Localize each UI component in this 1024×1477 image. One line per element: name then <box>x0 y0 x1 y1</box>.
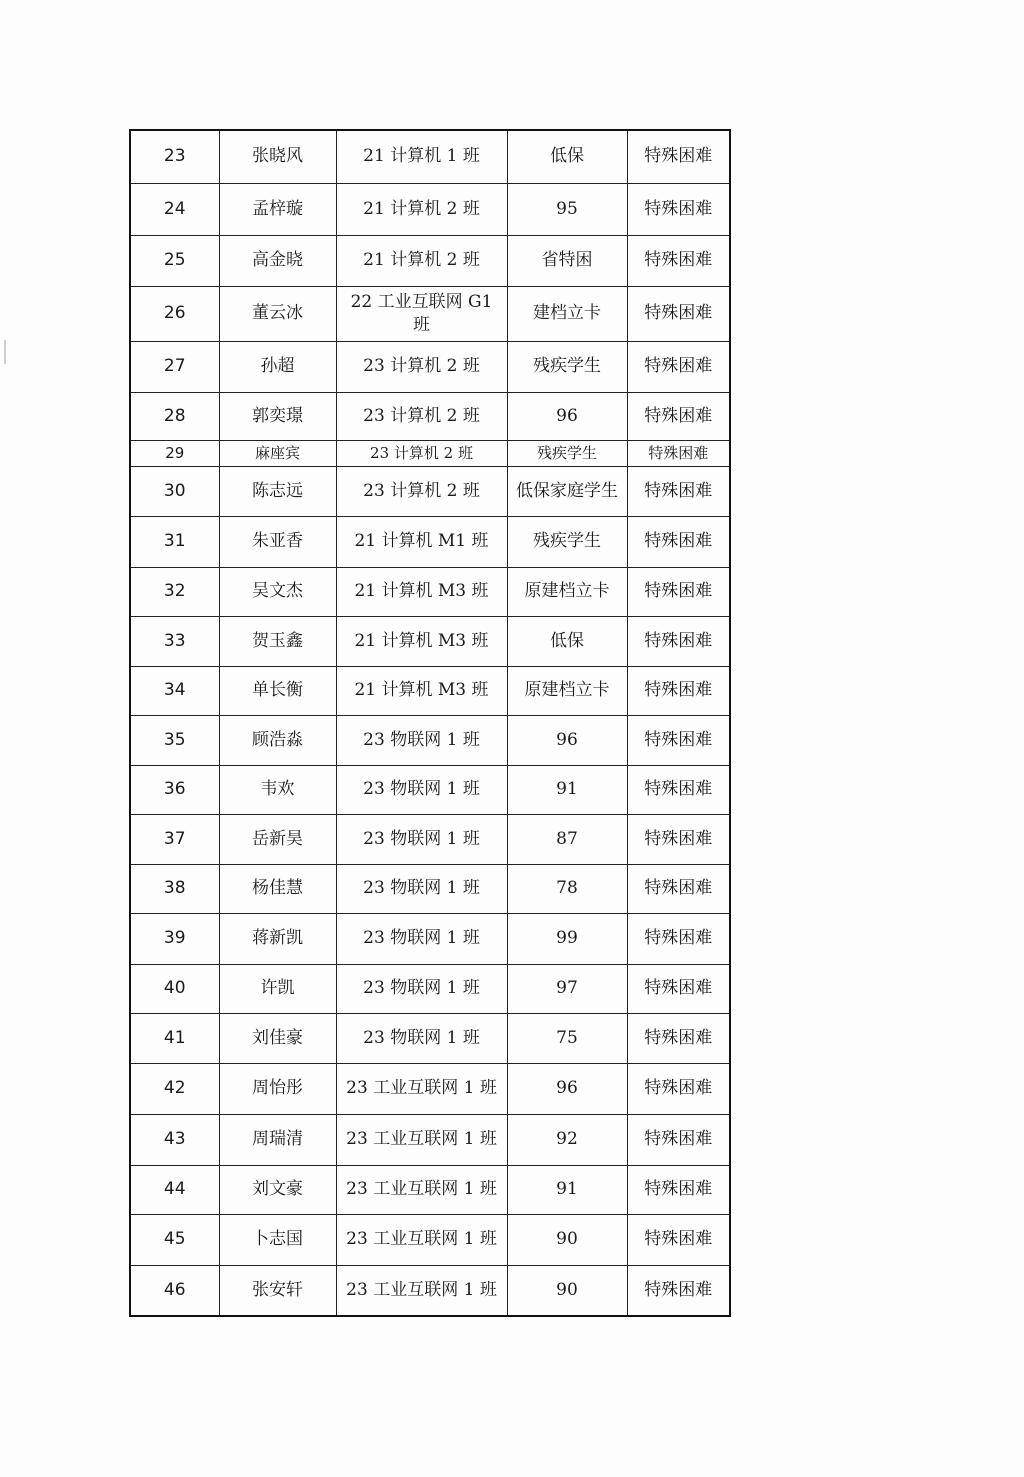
difficulty-level: 特殊困难 <box>627 235 730 286</box>
row-number: 29 <box>130 440 219 466</box>
row-number: 24 <box>130 183 219 235</box>
status-or-score: 91 <box>507 765 627 814</box>
class-name: 23 计算机 2 班 <box>336 466 507 516</box>
difficulty-level: 特殊困难 <box>627 715 730 765</box>
difficulty-level: 特殊困难 <box>627 341 730 392</box>
class-name: 21 计算机 M3 班 <box>336 616 507 666</box>
table-row <box>130 286 730 341</box>
student-name: 许凯 <box>219 964 336 1013</box>
difficulty-level: 特殊困难 <box>627 913 730 964</box>
class-name: 23 物联网 1 班 <box>336 765 507 814</box>
table-row <box>130 183 730 235</box>
status-or-score: 低保 <box>507 130 627 183</box>
table-row <box>130 516 730 567</box>
scan-edge-mark <box>4 340 6 364</box>
row-number: 44 <box>130 1165 219 1214</box>
class-name: 23 物联网 1 班 <box>336 814 507 864</box>
student-name: 韦欢 <box>219 765 336 814</box>
class-name: 23 计算机 2 班 <box>336 440 507 466</box>
student-name: 张晓风 <box>219 130 336 183</box>
student-name: 麻座宾 <box>219 440 336 466</box>
difficulty-level: 特殊困难 <box>627 516 730 567</box>
class-name: 23 工业互联网 1 班 <box>336 1214 507 1265</box>
status-or-score: 低保 <box>507 616 627 666</box>
table-row <box>130 814 730 864</box>
difficulty-level: 特殊困难 <box>627 1114 730 1165</box>
table-row <box>130 666 730 715</box>
table-row <box>130 1214 730 1265</box>
status-or-score: 90 <box>507 1214 627 1265</box>
class-name: 23 物联网 1 班 <box>336 1013 507 1063</box>
row-number: 42 <box>130 1063 219 1114</box>
row-number: 26 <box>130 286 219 341</box>
status-or-score: 92 <box>507 1114 627 1165</box>
row-number: 43 <box>130 1114 219 1165</box>
class-name: 23 物联网 1 班 <box>336 964 507 1013</box>
difficulty-level: 特殊困难 <box>627 964 730 1013</box>
status-or-score: 原建档立卡 <box>507 567 627 616</box>
row-number: 45 <box>130 1214 219 1265</box>
status-or-score: 75 <box>507 1013 627 1063</box>
row-number: 28 <box>130 392 219 440</box>
status-or-score: 低保家庭学生 <box>507 466 627 516</box>
table-row <box>130 466 730 516</box>
table-row <box>130 765 730 814</box>
status-or-score: 原建档立卡 <box>507 666 627 715</box>
difficulty-level: 特殊困难 <box>627 1013 730 1063</box>
student-name: 蒋新凯 <box>219 913 336 964</box>
student-name: 单长衡 <box>219 666 336 715</box>
row-number: 32 <box>130 567 219 616</box>
class-name: 21 计算机 2 班 <box>336 235 507 286</box>
class-name: 23 物联网 1 班 <box>336 715 507 765</box>
table-row <box>130 715 730 765</box>
table-row <box>130 1013 730 1063</box>
table-row <box>130 616 730 666</box>
student-name: 杨佳慧 <box>219 864 336 913</box>
student-name: 张安轩 <box>219 1265 336 1316</box>
table-row <box>130 130 730 183</box>
student-roster-table <box>129 129 731 1317</box>
difficulty-level: 特殊困难 <box>627 130 730 183</box>
row-number: 36 <box>130 765 219 814</box>
student-name: 孟梓璇 <box>219 183 336 235</box>
student-name: 周怡彤 <box>219 1063 336 1114</box>
difficulty-level: 特殊困难 <box>627 183 730 235</box>
row-number: 25 <box>130 235 219 286</box>
difficulty-level: 特殊困难 <box>627 1165 730 1214</box>
row-number: 37 <box>130 814 219 864</box>
table-row <box>130 864 730 913</box>
table-row <box>130 341 730 392</box>
row-number: 40 <box>130 964 219 1013</box>
student-name: 卜志国 <box>219 1214 336 1265</box>
status-or-score: 87 <box>507 814 627 864</box>
student-name: 周瑞清 <box>219 1114 336 1165</box>
table-row <box>130 1165 730 1214</box>
class-name: 21 计算机 2 班 <box>336 183 507 235</box>
table-row <box>130 235 730 286</box>
student-name: 刘佳豪 <box>219 1013 336 1063</box>
student-name: 顾浩淼 <box>219 715 336 765</box>
table-row <box>130 913 730 964</box>
row-number: 30 <box>130 466 219 516</box>
student-name: 郭奕璟 <box>219 392 336 440</box>
status-or-score: 96 <box>507 1063 627 1114</box>
class-name: 21 计算机 M3 班 <box>336 666 507 715</box>
class-name: 21 计算机 M3 班 <box>336 567 507 616</box>
difficulty-level: 特殊困难 <box>627 1214 730 1265</box>
row-number: 23 <box>130 130 219 183</box>
class-name: 23 工业互联网 1 班 <box>336 1165 507 1214</box>
student-name: 孙超 <box>219 341 336 392</box>
student-name: 刘文豪 <box>219 1165 336 1214</box>
table-row <box>130 1063 730 1114</box>
status-or-score: 残疾学生 <box>507 516 627 567</box>
row-number: 33 <box>130 616 219 666</box>
status-or-score: 省特困 <box>507 235 627 286</box>
table-row <box>130 1114 730 1165</box>
status-or-score: 99 <box>507 913 627 964</box>
class-name: 21 计算机 1 班 <box>336 130 507 183</box>
class-name: 23 计算机 2 班 <box>336 392 507 440</box>
difficulty-level: 特殊困难 <box>627 666 730 715</box>
status-or-score: 96 <box>507 715 627 765</box>
row-number: 31 <box>130 516 219 567</box>
row-number: 41 <box>130 1013 219 1063</box>
student-name: 岳新昊 <box>219 814 336 864</box>
difficulty-level: 特殊困难 <box>627 286 730 341</box>
difficulty-level: 特殊困难 <box>627 864 730 913</box>
difficulty-level: 特殊困难 <box>627 814 730 864</box>
difficulty-level: 特殊困难 <box>627 567 730 616</box>
class-name: 23 工业互联网 1 班 <box>336 1063 507 1114</box>
student-name: 朱亚香 <box>219 516 336 567</box>
class-name: 23 物联网 1 班 <box>336 913 507 964</box>
row-number: 46 <box>130 1265 219 1316</box>
row-number: 38 <box>130 864 219 913</box>
status-or-score: 建档立卡 <box>507 286 627 341</box>
row-number: 39 <box>130 913 219 964</box>
difficulty-level: 特殊困难 <box>627 440 730 466</box>
status-or-score: 97 <box>507 964 627 1013</box>
class-name: 23 物联网 1 班 <box>336 864 507 913</box>
table-row <box>130 567 730 616</box>
class-name: 23 计算机 2 班 <box>336 341 507 392</box>
row-number: 34 <box>130 666 219 715</box>
status-or-score: 96 <box>507 392 627 440</box>
difficulty-level: 特殊困难 <box>627 466 730 516</box>
difficulty-level: 特殊困难 <box>627 1063 730 1114</box>
difficulty-level: 特殊困难 <box>627 392 730 440</box>
difficulty-level: 特殊困难 <box>627 1265 730 1316</box>
class-name: 23 工业互联网 1 班 <box>336 1114 507 1165</box>
status-or-score: 95 <box>507 183 627 235</box>
difficulty-level: 特殊困难 <box>627 765 730 814</box>
table-row <box>130 1265 730 1316</box>
class-name: 23 工业互联网 1 班 <box>336 1265 507 1316</box>
student-name: 陈志远 <box>219 466 336 516</box>
status-or-score: 90 <box>507 1265 627 1316</box>
student-name: 吴文杰 <box>219 567 336 616</box>
table-row <box>130 440 730 466</box>
status-or-score: 残疾学生 <box>507 440 627 466</box>
student-name: 董云冰 <box>219 286 336 341</box>
student-name: 贺玉鑫 <box>219 616 336 666</box>
table-row <box>130 964 730 1013</box>
table-row <box>130 392 730 440</box>
status-or-score: 残疾学生 <box>507 341 627 392</box>
class-name: 21 计算机 M1 班 <box>336 516 507 567</box>
student-name: 高金晓 <box>219 235 336 286</box>
difficulty-level: 特殊困难 <box>627 616 730 666</box>
status-or-score: 78 <box>507 864 627 913</box>
row-number: 27 <box>130 341 219 392</box>
row-number: 35 <box>130 715 219 765</box>
status-or-score: 91 <box>507 1165 627 1214</box>
roster-body <box>130 130 730 1316</box>
class-name: 22 工业互联网 G1 班 <box>336 286 507 341</box>
